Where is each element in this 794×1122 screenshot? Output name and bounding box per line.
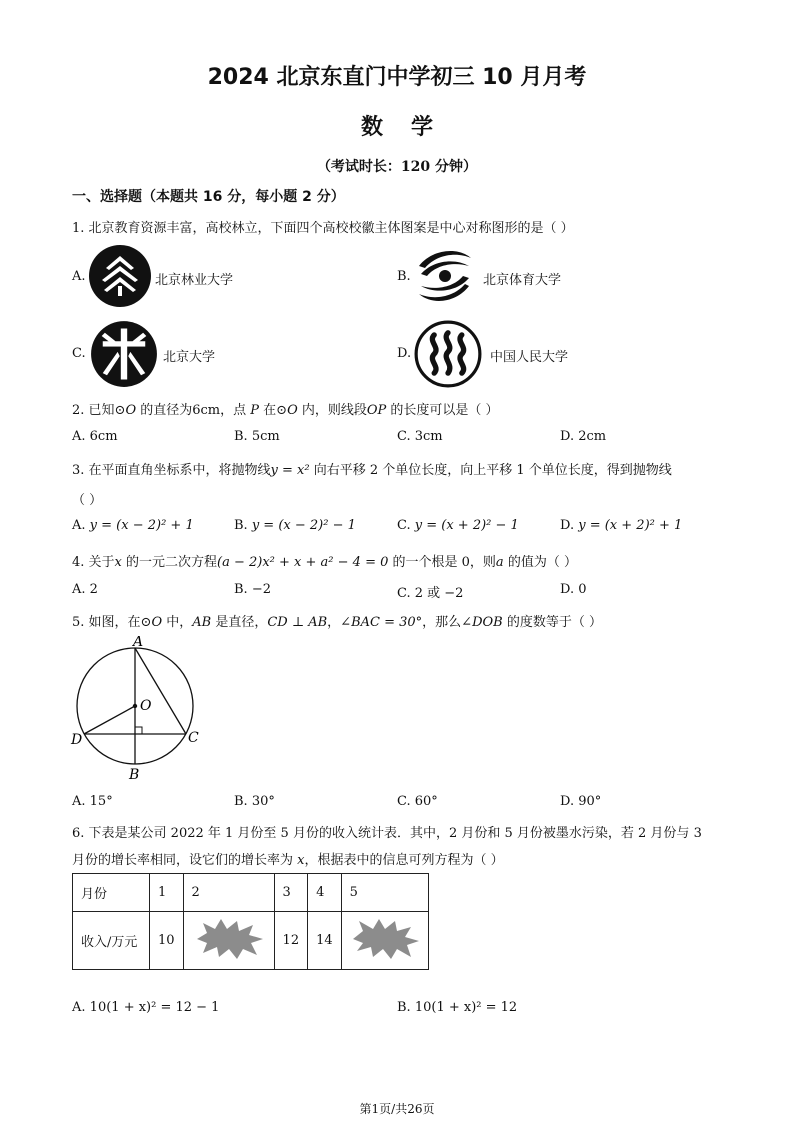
pku-logo-icon <box>90 320 158 388</box>
table-cell: 2 <box>183 874 274 912</box>
table-cell: 3 <box>274 874 308 912</box>
q5-option-b: B. 30° <box>234 794 275 809</box>
q4-option-c: C. 2 或 −2 <box>397 586 464 601</box>
q1-option-b-label: 北京体育大学 <box>483 273 562 288</box>
q6-option-a: A. 10(1 + x)² = 12 − 1 <box>72 1000 220 1015</box>
bjfu-logo-icon <box>88 244 152 308</box>
q3-option-b: B. y = (x − 2)² − 1 <box>234 518 356 533</box>
q2-option-c: C. 3cm <box>397 429 443 444</box>
label-d: D <box>71 732 83 748</box>
exam-duration: （考试时长：120 分钟） <box>316 159 478 175</box>
q5-option-c: C. 60° <box>397 794 438 809</box>
q1-option-c-label: 北京大学 <box>163 350 216 365</box>
q2-option-a: A. 6cm <box>72 429 118 444</box>
ink-blot-icon <box>349 917 421 961</box>
chord-ac <box>135 648 186 734</box>
q2-stem: 2. 已知⊙O 的直径为6cm，点 P 在⊙O 内，则线段OP 的长度可以是（ ） <box>72 403 499 418</box>
ruc-logo-icon <box>414 320 482 388</box>
ink-stain-cell <box>341 912 428 970</box>
q1-option-a-label: 北京林业大学 <box>155 273 234 288</box>
q5-stem: 5. 如图，在⊙O 中，AB 是直径，CD ⊥ AB，∠BAC = 30°，那么∠DOB 的度数等于（ ） <box>72 615 602 630</box>
q4-option-d: D. 0 <box>560 582 587 597</box>
q1-option-c-letter: C. <box>72 346 86 361</box>
section-heading: 一、选择题（本题共 16 分，每小题 2 分） <box>72 189 345 205</box>
income-table <box>72 873 429 970</box>
q4-option-b: B. −2 <box>234 582 271 597</box>
q3-option-a: A. y = (x − 2)² + 1 <box>72 518 194 533</box>
page-number: 第1页/共26页 <box>359 1102 435 1116</box>
q1-stem: 1. 北京教育资源丰富，高校林立，下面四个高校校徽主体图案是中心对称图形的是（ ） <box>72 221 574 236</box>
label-o: O <box>140 698 152 714</box>
q4-option-a: A. 2 <box>72 582 98 597</box>
q1-option-b-letter: B. <box>397 269 411 284</box>
q5-option-d: D. 90° <box>560 794 602 809</box>
q3-option-d: D. y = (x + 2)² + 1 <box>560 518 683 533</box>
table-cell: 5 <box>341 874 428 912</box>
label-a: A <box>133 636 144 650</box>
q5-option-a: A. 15° <box>72 794 113 809</box>
table-cell: 12 <box>274 912 308 970</box>
q2-option-b: B. 5cm <box>234 429 280 444</box>
label-b: B <box>129 767 140 783</box>
q1-option-a-letter: A. <box>72 269 86 284</box>
table-cell: 收入/万元 <box>73 912 150 970</box>
q3-option-c: C. y = (x + 2)² − 1 <box>397 518 519 533</box>
table-row <box>73 912 429 970</box>
q6-stem-line2: 月份的增长率相同，设它们的增长率为 x，根据表中的信息可列方程为（ ） <box>72 853 504 868</box>
q1-option-d-letter: D. <box>397 346 412 361</box>
right-angle-mark <box>135 727 142 734</box>
table-cell: 14 <box>308 912 342 970</box>
label-c: C <box>188 730 199 746</box>
q4-stem: 4. 关于x 的一元二次方程(a − 2)x² + x + a² − 4 = 0 的一个根是 0，则a 的值为（ ） <box>72 555 577 570</box>
table-row <box>73 874 429 912</box>
table-cell: 1 <box>150 874 184 912</box>
subject-title: 数学 <box>360 115 461 140</box>
table-cell: 月份 <box>73 874 150 912</box>
ink-blot-icon <box>193 917 265 961</box>
q2-option-d: D. 2cm <box>560 429 607 444</box>
q1-option-d-label: 中国人民大学 <box>490 350 569 365</box>
q3-stem-cont: （ ） <box>72 493 103 508</box>
table-cell: 4 <box>308 874 342 912</box>
circle-diagram <box>62 636 212 786</box>
table-cell: 10 <box>150 912 184 970</box>
radius-od <box>84 706 135 734</box>
q6-stem-line1: 6. 下表是某公司 2022 年 1 月份至 5 月份的收入统计表．其中，2 月份和 5 月份被墨水污染，若 2 月份与 3 <box>72 826 702 841</box>
center-dot <box>133 704 137 708</box>
q6-option-b: B. 10(1 + x)² = 12 <box>397 1000 518 1015</box>
exam-title: 2024 北京东直门中学初三 10 月月考 <box>207 65 587 90</box>
ink-stain-cell <box>183 912 274 970</box>
q3-stem: 3. 在平面直角坐标系中，将抛物线y = x² 向右平移 2 个单位长度，向上平移 1 个单位长度，得到抛物线 <box>72 463 672 478</box>
bsu-logo-icon <box>413 244 477 308</box>
